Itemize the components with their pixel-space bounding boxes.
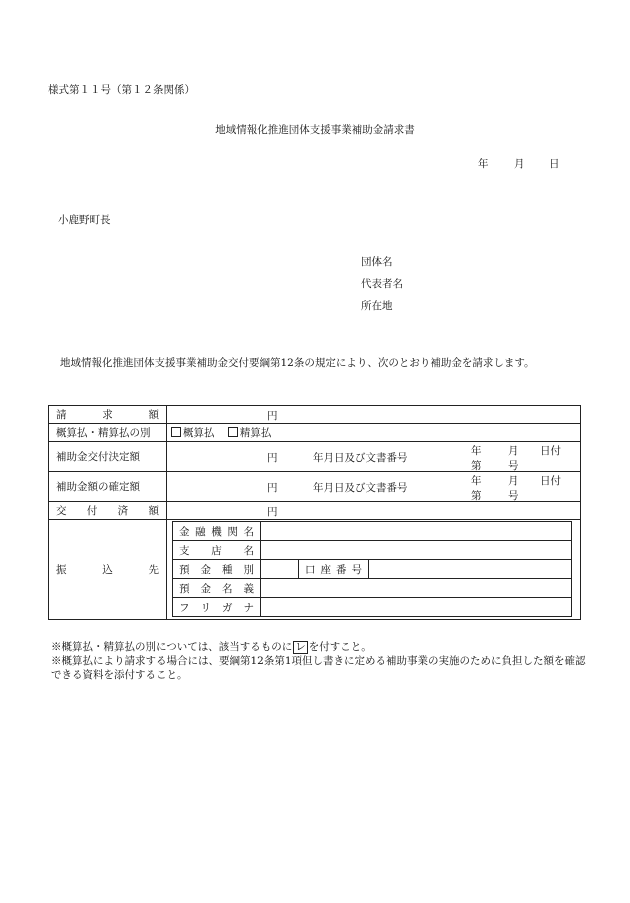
transfer-details <box>167 520 581 620</box>
row-transfer <box>49 520 581 620</box>
notes <box>51 640 591 682</box>
decision-label: 補助金交付決定額 <box>49 442 167 472</box>
address-label: 所在地 <box>361 300 393 312</box>
year-label: 年 <box>471 475 482 487</box>
payment-type-label: 概算払・精算払の別 <box>49 424 167 442</box>
date-year-label: 年 <box>478 158 489 170</box>
row-claim-amount <box>49 406 581 424</box>
yen-label: 円 <box>267 482 278 494</box>
form-number: 様式第１１号（第１２条関係） <box>48 84 195 96</box>
paid-label: 交 付 済 額 <box>49 502 167 520</box>
document-title: 地域情報化推進団体支援事業補助金請求書 <box>215 124 415 136</box>
account-number-field[interactable] <box>369 560 572 579</box>
go-label: 号 <box>508 490 519 502</box>
date-day-label: 日 <box>549 158 560 170</box>
yen-label: 円 <box>267 452 278 464</box>
representative-label: 代表者名 <box>361 278 403 290</box>
bank-details-table <box>172 521 572 617</box>
note-1: ※概算払・精算払の別については、該当するものに レ を付すこと。 <box>51 641 372 653</box>
deposit-type-field[interactable] <box>261 560 299 579</box>
row-payment-type <box>49 424 581 442</box>
payment-type-options <box>167 424 581 442</box>
confirmed-value[interactable] <box>167 472 581 502</box>
yen-label: 円 <box>267 506 278 518</box>
account-holder-label: 預 金 名 義 <box>173 579 261 598</box>
furigana-label: フ リ ガ ナ <box>173 598 261 617</box>
transfer-label: 振 込 先 <box>49 520 167 620</box>
checkbox-settlement[interactable]: 精算払 <box>228 427 272 439</box>
year-label: 年 <box>471 445 482 457</box>
row-paid <box>49 502 581 520</box>
day-label: 日付 <box>540 445 561 457</box>
note-2: ※概算払により請求する場合には、要綱第12条第1項但し書きに定める補助事業の実施のために負担した額を確認できる資料を添付すること。 <box>51 655 586 681</box>
date-ref-label: 年月日及び文書番号 <box>313 452 408 464</box>
checkmark-box-icon: レ <box>295 641 306 653</box>
claim-amount-label: 請 求 額 <box>49 406 167 424</box>
account-number-label: 口 座 番 号 <box>299 560 369 579</box>
dai-label: 第 <box>471 460 482 472</box>
go-label: 号 <box>508 460 519 472</box>
bank-name-field[interactable] <box>261 522 572 541</box>
yen-label: 円 <box>267 410 278 422</box>
claim-amount-value[interactable] <box>167 406 581 424</box>
dai-label: 第 <box>471 490 482 502</box>
date-month-label: 月 <box>514 158 525 170</box>
checkbox-approximate[interactable]: 概算払 <box>171 427 215 439</box>
org-name-label: 団体名 <box>361 256 393 268</box>
claim-table <box>48 405 581 620</box>
date-ref-label: 年月日及び文書番号 <box>313 482 408 494</box>
bank-name-label: 金 融 機 関 名 <box>173 522 261 541</box>
addressee: 小鹿野町長 <box>58 214 111 226</box>
row-decision <box>49 442 581 472</box>
decision-value[interactable] <box>167 442 581 472</box>
branch-name-field[interactable] <box>261 541 572 560</box>
furigana-field[interactable] <box>261 598 572 617</box>
branch-name-label: 支 店 名 <box>173 541 261 560</box>
deposit-type-label: 預 金 種 別 <box>173 560 261 579</box>
day-label: 日付 <box>540 475 561 487</box>
row-confirmed <box>49 472 581 502</box>
account-holder-field[interactable] <box>261 579 572 598</box>
confirmed-label: 補助金額の確定額 <box>49 472 167 502</box>
paid-value[interactable] <box>167 502 581 520</box>
body-text: 地域情報化推進団体支援事業補助金交付要綱第12条の規定により、次のとおり補助金を請求します。 <box>60 357 535 369</box>
month-label: 月 <box>508 475 519 487</box>
month-label: 月 <box>508 445 519 457</box>
